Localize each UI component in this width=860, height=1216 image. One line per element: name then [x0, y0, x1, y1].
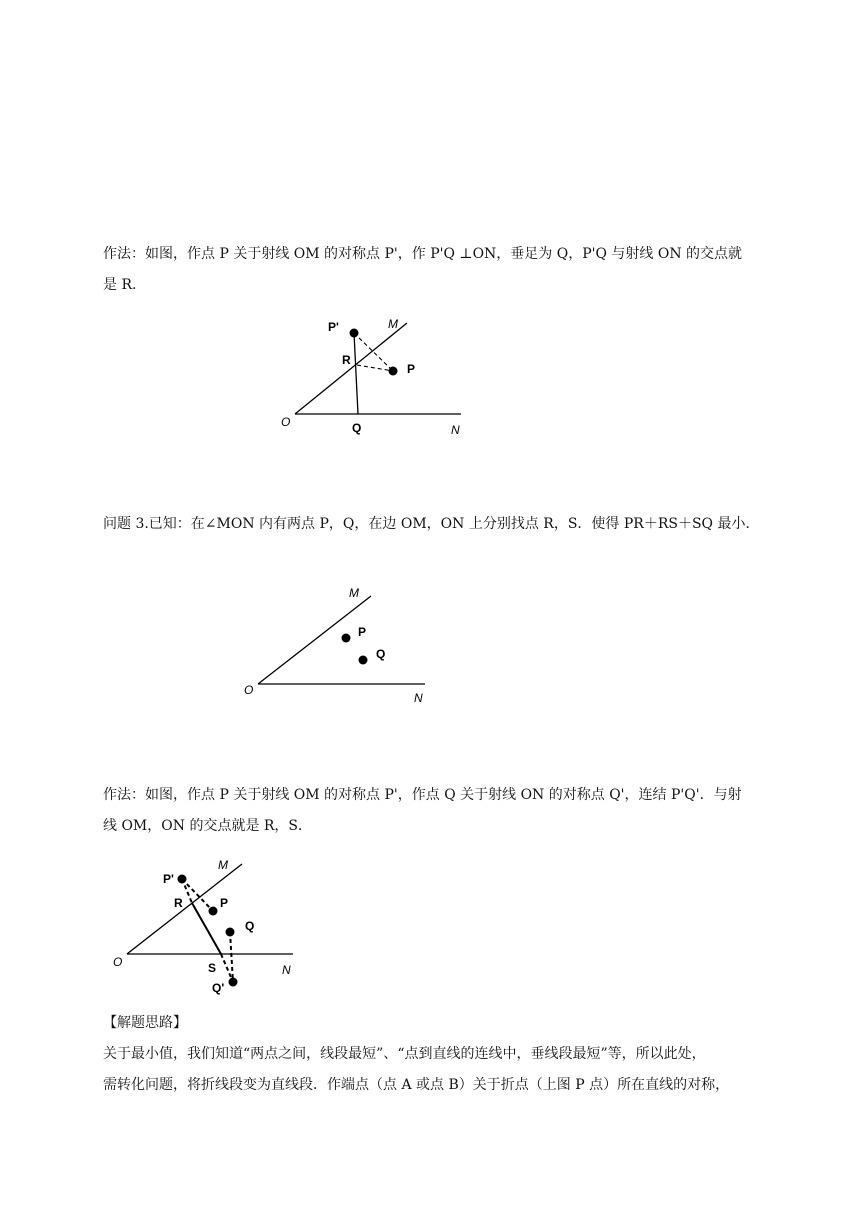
label-p: P	[407, 362, 416, 376]
figure-3-double-reflection-diagram	[105, 850, 305, 1000]
label-m: M	[388, 317, 398, 331]
label-n: N	[414, 691, 423, 705]
label-s: S	[208, 961, 217, 975]
point-p	[209, 907, 218, 916]
label-r: R	[174, 896, 183, 910]
label-p: P	[220, 896, 229, 910]
label-o: O	[113, 955, 123, 969]
label-p-prime: P'	[328, 320, 339, 334]
point-p	[342, 634, 351, 643]
label-m: M	[349, 586, 359, 600]
point-q	[359, 656, 368, 665]
label-q: Q	[245, 919, 255, 933]
label-m: M	[218, 858, 228, 872]
problem-3-statement	[103, 509, 759, 540]
analysis-line-1: 关于最小值，我们知道“两点之间，线段最短”、“点到直线的连线中，垂线段最短”等，所以此处，	[103, 1046, 706, 1062]
figure-1-reflection-diagram	[270, 310, 480, 440]
problem-3-text: 问题 3.已知：在∠MON 内有两点 P，Q，在边 OM，ON 上分别找点 R，S．使得 PR＋RS＋SQ 最小．	[103, 516, 760, 532]
method-paragraph-1-line-1: 作法：如图，作点 P 关于射线 OM 的对称点 P'，作 P'Q ⊥ON，垂足为 Q，P'Q 与射线 ON 的交点就	[103, 246, 743, 262]
label-o: O	[244, 683, 254, 697]
label-q-prime: Q'	[212, 981, 225, 995]
label-q: Q	[352, 421, 362, 435]
label-p-prime: P'	[163, 872, 174, 886]
point-q	[226, 928, 235, 937]
figure-2-angle-mon	[235, 580, 435, 705]
solution-idea-section	[103, 1008, 729, 1101]
dashed-pprime-p	[182, 879, 213, 911]
method-paragraph-1-line-2: 是 R.	[103, 277, 137, 293]
label-n: N	[451, 423, 460, 437]
point-p	[389, 367, 398, 376]
label-q: Q	[376, 647, 386, 661]
label-r: R	[342, 353, 351, 367]
dashed-r-p	[357, 365, 393, 371]
ray-om	[258, 596, 371, 684]
point-q-prime	[229, 978, 238, 987]
method-paragraph-1	[103, 239, 742, 301]
segment-pprime-q	[354, 333, 358, 414]
point-p-prime	[178, 875, 187, 884]
analysis-line-2: 需转化问题，将折线段变为直线段．作端点（点 A 或点 B）关于折点（上图 P 点）所在直线的对称，	[103, 1077, 730, 1093]
method-paragraph-3-line-2: 线 OM，ON 的交点就是 R，S．	[103, 818, 313, 834]
label-o: O	[281, 415, 291, 429]
method-paragraph-3-line-1: 作法：如图，作点 P 关于射线 OM 的对称点 P'，作点 Q 关于射线 ON 的对称点 Q'，连结 P'Q'．与射	[103, 787, 742, 803]
section-heading: 【解题思路】	[103, 1015, 187, 1031]
label-p: P	[358, 625, 367, 639]
label-n: N	[282, 963, 291, 977]
point-p-prime	[350, 329, 359, 338]
method-paragraph-3	[103, 780, 742, 842]
